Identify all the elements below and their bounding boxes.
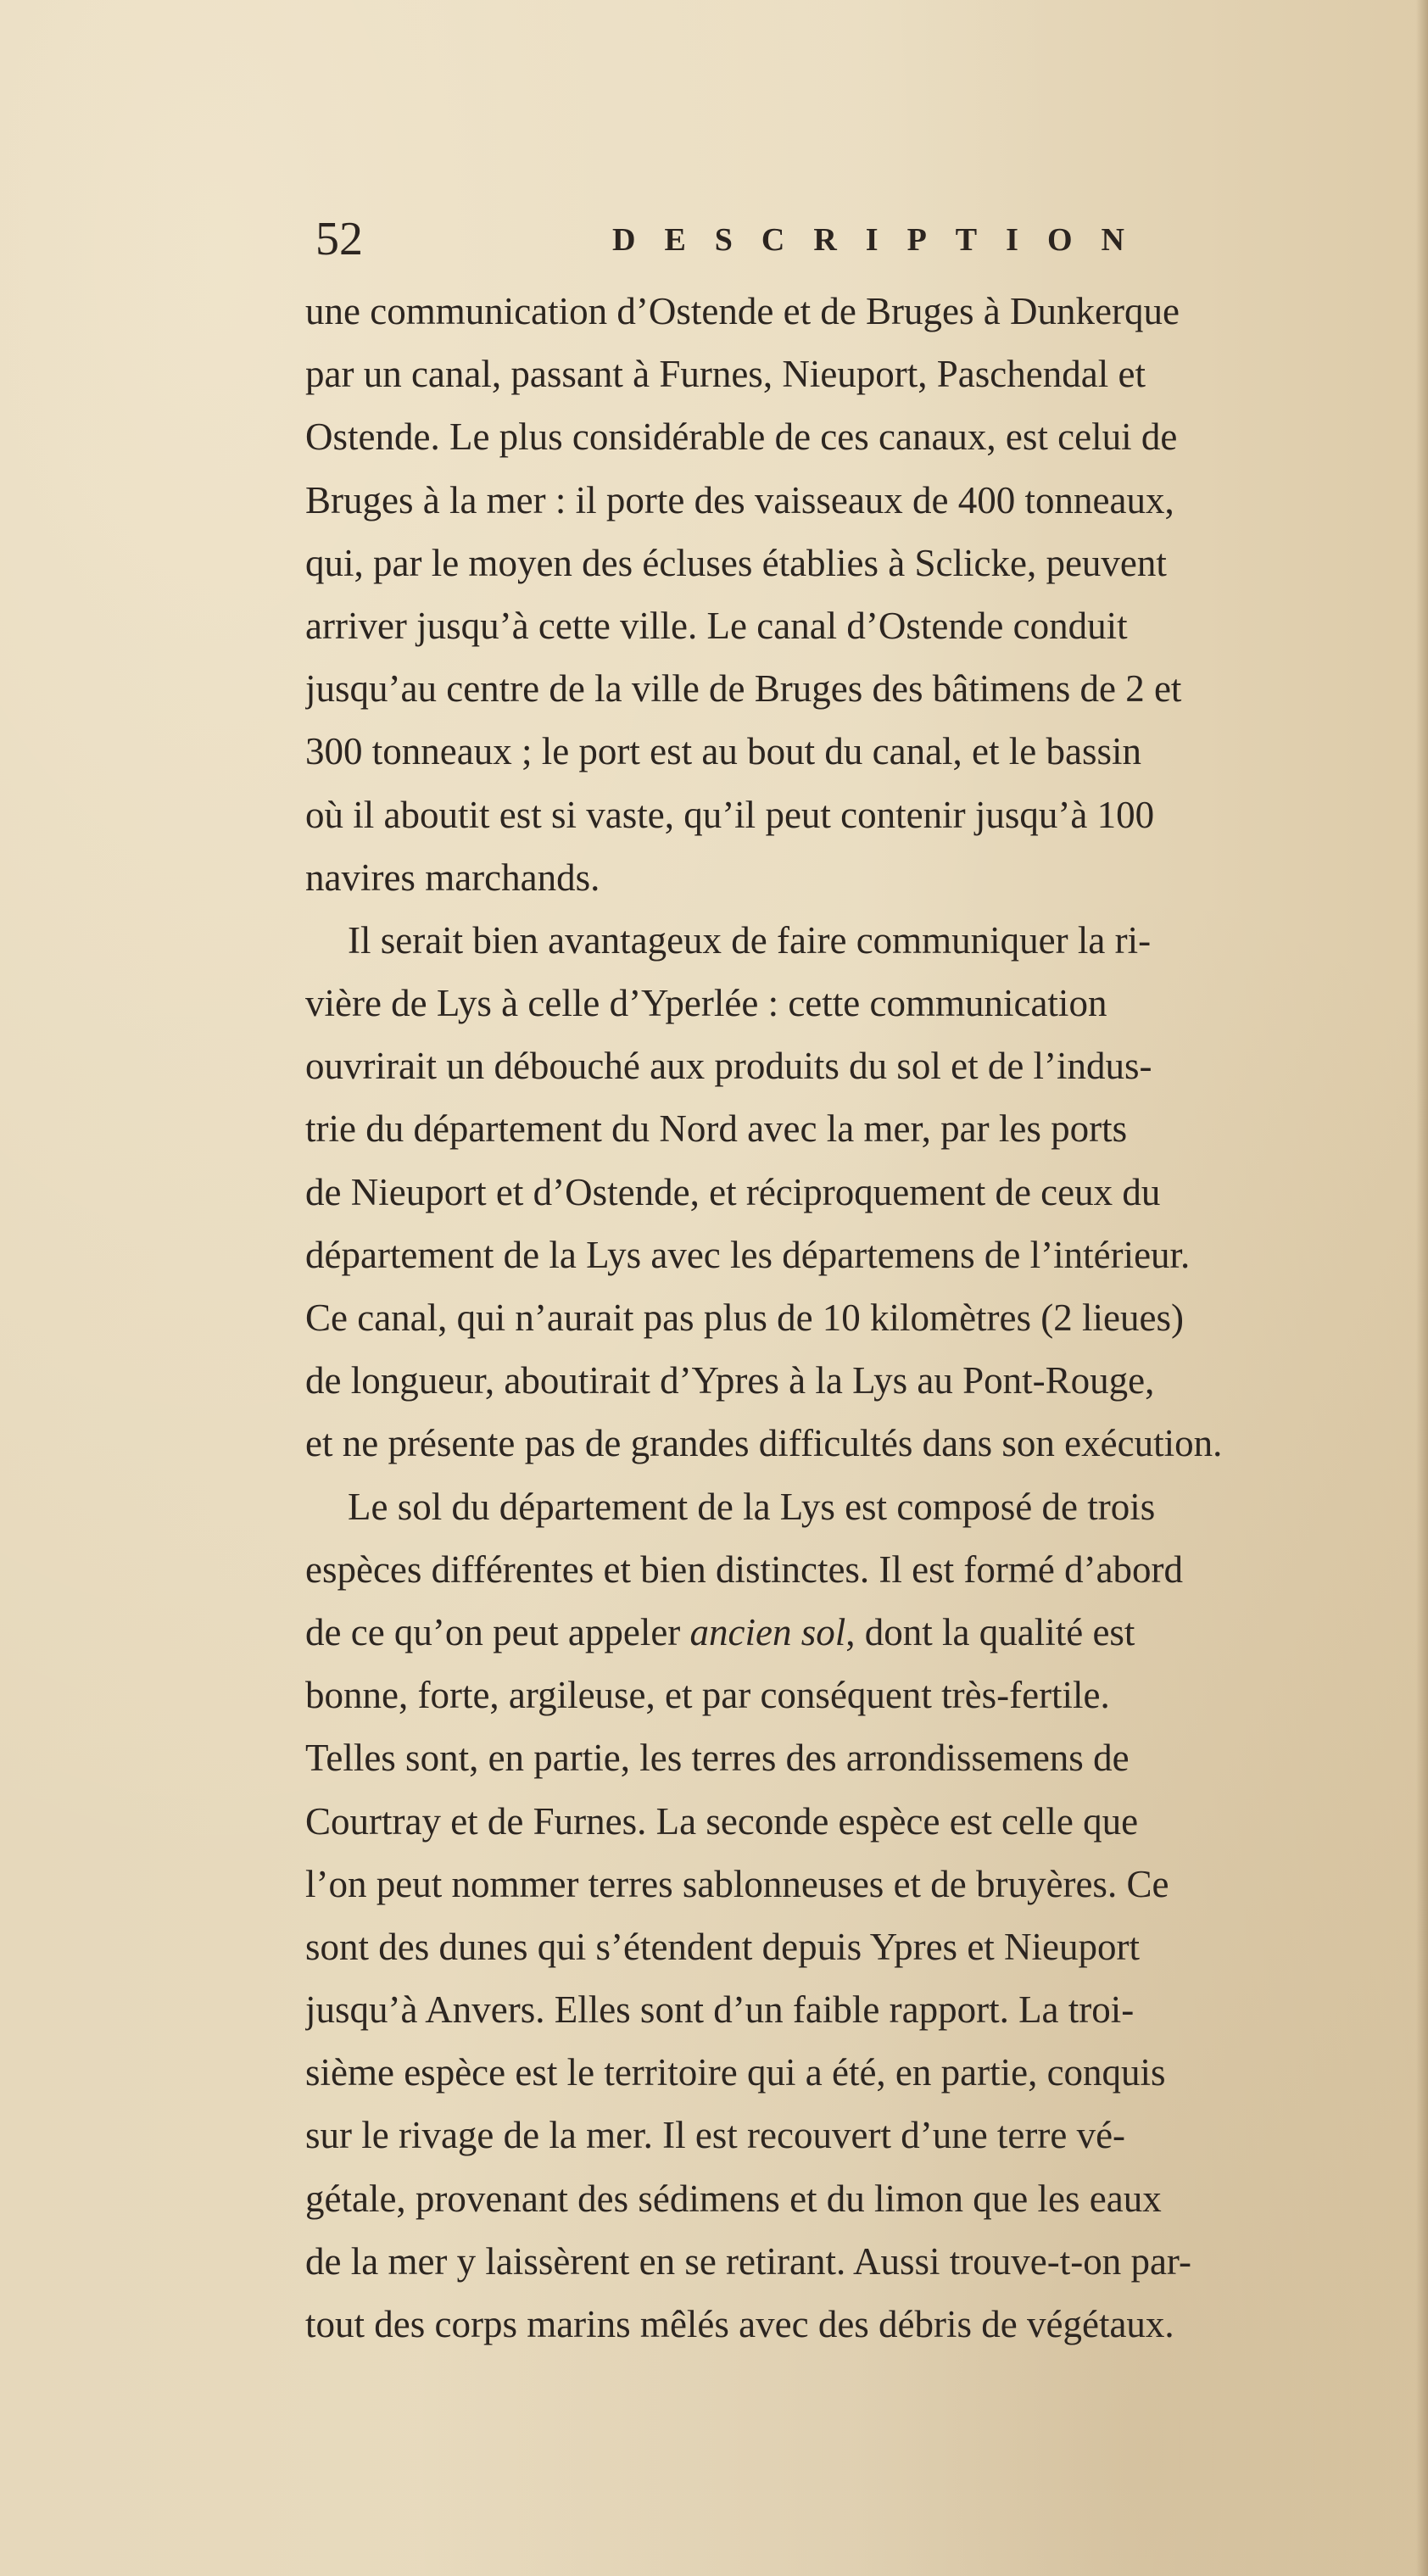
- text-segment: , dont la qualité est: [845, 1610, 1135, 1653]
- text-line: tout des corps marins mêlés avec des débris de végétaux.: [305, 2303, 1174, 2345]
- text-line: Il serait bien avantageux de faire communiquer la ri-: [348, 918, 1152, 962]
- text-line: de Nieuport et d’Ostende, et réciproquement de ceux du: [305, 1170, 1161, 1213]
- text-line: trie du département du Nord avec la mer, par les ports: [305, 1107, 1128, 1151]
- text-line: 300 tonneaux ; le port est au bout du canal, et le bassin: [305, 730, 1142, 773]
- text-line: Telles sont, en partie, les terres des arrondissemens de: [305, 1737, 1130, 1780]
- body-text: [305, 280, 1425, 2356]
- text-line: Bruges à la mer : il porte des vaisseaux de 400 tonneaux,: [305, 478, 1174, 521]
- page-header: [315, 205, 1418, 273]
- text-line: l’on peut nommer terres sablonneuses et de bruyères. Ce: [305, 1862, 1169, 1905]
- text-line: de longueur, aboutirait d’Ypres à la Lys au Pont-Rouge,: [305, 1359, 1155, 1402]
- page-number: 52: [315, 213, 363, 265]
- text-line: bonne, forte, argileuse, et par conséquent très-fertile.: [305, 1674, 1110, 1717]
- text-line: navires marchands.: [305, 856, 600, 899]
- text-line: jusqu’au centre de la ville de Bruges des bâtimens de 2 et: [305, 667, 1182, 711]
- text-line: espèces différentes et bien distinctes. Il est formé d’abord: [305, 1547, 1184, 1591]
- text-line: [305, 1601, 1425, 1664]
- text-line: Le sol du département de la Lys est composé de trois: [348, 1485, 1156, 1528]
- italic-term: ancien sol: [689, 1610, 846, 1653]
- text-segment: de ce qu’on peut appeler: [305, 1610, 690, 1653]
- text-line: Courtray et de Furnes. La seconde espèce est celle que: [305, 1799, 1139, 1843]
- running-head: DESCRIPTION: [612, 222, 1153, 258]
- text-line: gétale, provenant des sédimens et du limon que les eaux: [305, 2177, 1162, 2220]
- text-line: sième espèce est le territoire qui a été, en partie, conquis: [305, 2051, 1166, 2094]
- text-line: où il aboutit est si vaste, qu’il peut contenir jusqu’à 100: [305, 793, 1155, 836]
- text-line: de la mer y laissèrent en se retirant. Aussi trouve-t-on par-: [305, 2239, 1191, 2283]
- text-line: arriver jusqu’à cette ville. Le canal d’Ostende conduit: [305, 604, 1128, 647]
- text-line: une communication d’Ostende et de Bruges à Dunkerque: [305, 290, 1180, 332]
- text-line: Ostende. Le plus considérable de ces canaux, est celui de: [305, 415, 1178, 459]
- text-line: sur le rivage de la mer. Il est recouvert d’une terre vé-: [305, 2114, 1126, 2157]
- text-line: Ce canal, qui n’aurait pas plus de 10 kilomètres (2 lieues): [305, 1296, 1184, 1339]
- text-line: jusqu’à Anvers. Elles sont d’un faible rapport. La troi-: [305, 1988, 1135, 2032]
- text-line: département de la Lys avec les départemens de l’intérieur.: [305, 1233, 1191, 1276]
- text-line: par un canal, passant à Furnes, Nieuport, Paschendal et: [305, 353, 1146, 396]
- text-line: et ne présente pas de grandes difficultés dans son exécution.: [305, 1422, 1223, 1465]
- text-line: vière de Lys à celle d’Yperlée : cette communication: [305, 982, 1107, 1025]
- text-line: ouvrirait un débouché aux produits du sol et de l’indus-: [305, 1045, 1152, 1088]
- text-line: sont des dunes qui s’étendent depuis Ypres et Nieuport: [305, 1925, 1141, 1968]
- text-line: qui, par le moyen des écluses établies à Sclicke, peuvent: [305, 541, 1167, 584]
